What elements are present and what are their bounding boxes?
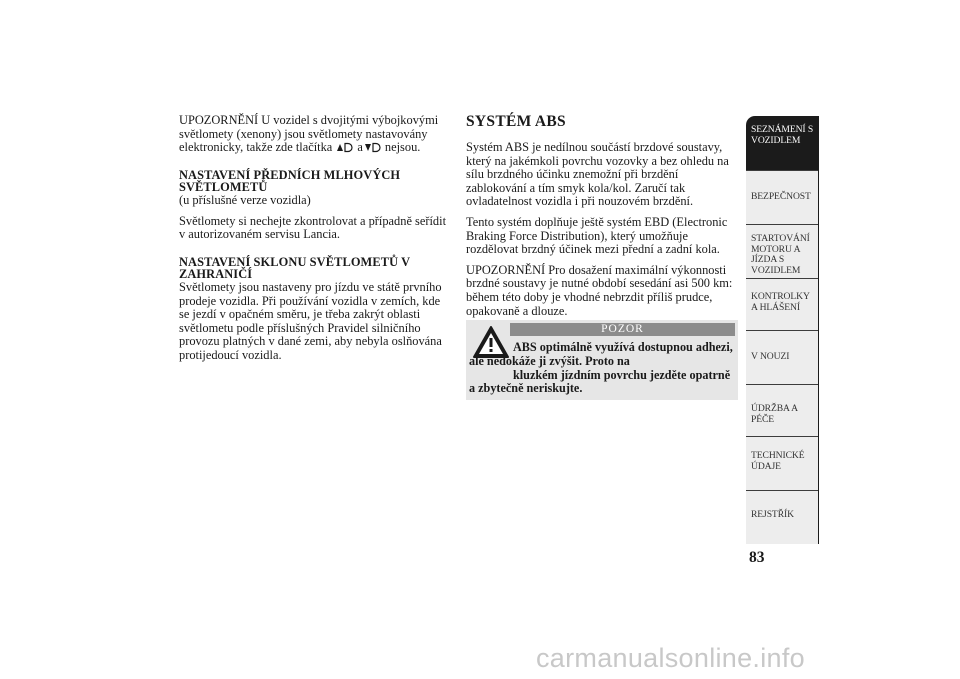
- section-heading-fog-lights: NASTAVENÍ PŘEDNÍCH MLHOVÝCH SVĚTLOMETŮ: [179, 167, 401, 195]
- abs-paragraph-3: UPOZORNĚNÍ Pro dosažení maximální výkonnosti brzdné soustavy je nutné období sesedání asi 500 km: během této doby je vhodné nebrzdit příliš prudce, opakovaně a dlouze.: [466, 262, 733, 318]
- right-column: [466, 114, 738, 318]
- tab-technicke-udaje[interactable]: TECHNICKÉ ÚDAJE: [746, 436, 818, 490]
- warning-title: POZOR: [510, 323, 735, 336]
- headlight-down-icon: [364, 142, 384, 153]
- left-column: [179, 114, 451, 363]
- abs-paragraph-1: Systém ABS je nedílnou součástí brzdové soustavy, který na jakémkoli povrchu vozovky a bez ohledu na sílu brzdného účinku znemožní při brzdění zablokování a tím smyk kola/kol. Zaručí tak ovladatelnost vozidla i při nouzovém brzdění.: [466, 140, 729, 209]
- warning-text: ABS optimálně využívá dostupnou adhezi, ale nedokáže ji zvýšit. Proto na kluzkém jízdním povrchu jezděte opatrně a zbytečně neriskujte.: [469, 340, 733, 396]
- tab-seznameni[interactable]: SEZNÁMENÍ S VOZIDLEM: [746, 116, 818, 170]
- tab-v-nouzi[interactable]: V NOUZI: [746, 330, 818, 384]
- page-number: 83: [749, 549, 765, 566]
- section-subtitle: (u příslušné verze vozidla): [179, 192, 311, 207]
- watermark: carmanualsonline.info: [536, 643, 805, 673]
- tab-rejstrik[interactable]: REJSTŘÍK: [746, 490, 818, 544]
- tab-startovani[interactable]: STARTOVÁNÍ MOTORU A JÍZDA S VOZIDLEM: [746, 224, 818, 278]
- warning-box: [466, 320, 738, 400]
- tab-bezpecnost[interactable]: BEZPEČNOST: [746, 170, 818, 224]
- section-body-fog-lights: Světlomety si nechejte zkontrolovat a případně seřídit v autorizovaném servisu Lancia.: [179, 213, 447, 242]
- section-heading-headlight-abroad: NASTAVENÍ SKLONU SVĚTLOMETŮ V ZAHRANIČÍ: [179, 254, 410, 282]
- abs-paragraph-2: Tento systém doplňuje ještě systém EBD (Electronic Braking Force Distribution), který umožňuje rozdělovat brzdný účinek mezi přední a zadní kola.: [466, 214, 728, 257]
- tab-udrzba[interactable]: ÚDRŽBA A PÉČE: [746, 384, 818, 436]
- tab-kontrolky[interactable]: KONTROLKY A HLÁŠENÍ: [746, 278, 818, 330]
- section-heading-abs: SYSTÉM ABS: [466, 113, 566, 130]
- headlight-up-icon: [336, 142, 356, 153]
- section-body-headlight-abroad: Světlomety jsou nastaveny pro jízdu ve státě prvního prodeje vozidla. Při používání vozidla v zemích, kde se jezdí v opačném směru, je třeba zakrýt oblasti světlometu podle příslušných Pravidel silničního provozu platných v dané zemi, aby nebyla oslňována protijedoucí vozidla.: [179, 279, 442, 362]
- headlight-note: UPOZORNĚNÍ U vozidel s dvojitými výbojkovými světlomety (xenony) jsou světlomety nastavovány elektronicky, takže zde tlačítka a nejsou.: [179, 113, 439, 155]
